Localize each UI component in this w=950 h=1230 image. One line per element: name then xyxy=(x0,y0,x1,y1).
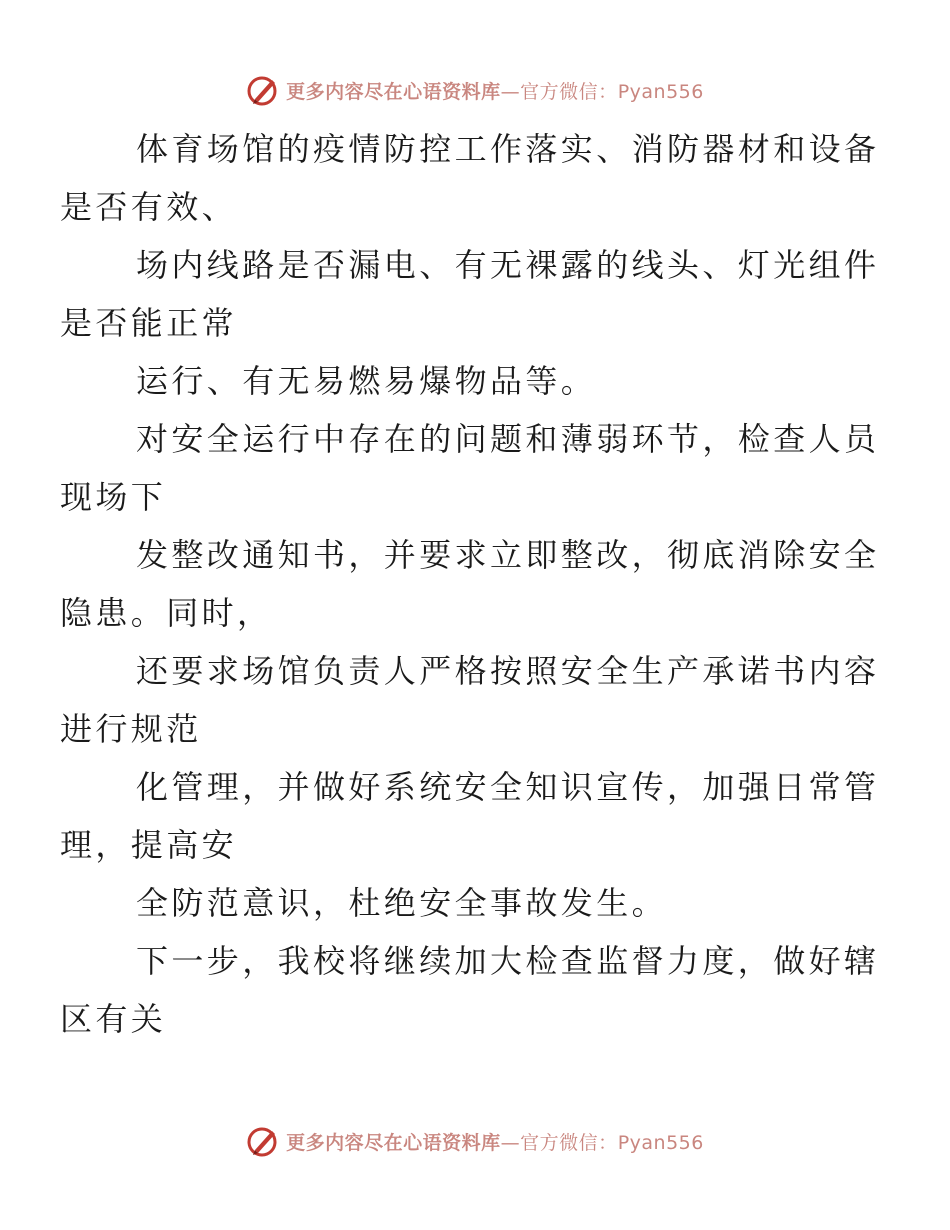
paragraph-line: 理，提高安 xyxy=(60,826,238,864)
paragraph-line: 运行、有无易燃易爆物品等。 xyxy=(136,362,597,400)
paragraph-line: 场内线路是否漏电、有无裸露的线头、灯光组件 xyxy=(136,246,880,284)
paragraph-line: 化管理，并做好系统安全知识宣传，加强日常管 xyxy=(136,768,880,806)
paragraph-line: 区有关 xyxy=(60,1000,167,1038)
watermark-text: 更多内容尽在心语资料库—官方微信：Pyan556 xyxy=(286,80,704,103)
paragraph xyxy=(60,410,880,526)
paragraph xyxy=(60,932,880,1048)
paragraph xyxy=(60,120,880,236)
footer-watermark xyxy=(0,1121,950,1161)
paragraph-line: 发整改通知书，并要求立即整改，彻底消除安全 xyxy=(136,536,880,574)
paragraph-line: 是否有效、 xyxy=(60,188,238,226)
paragraph-line: 下一步，我校将继续加大检查监督力度，做好辖 xyxy=(136,942,880,980)
body-text xyxy=(60,120,880,1048)
paragraph-line: 隐患。同时， xyxy=(60,594,273,632)
pen-logo-icon xyxy=(246,73,280,107)
watermark-text: 更多内容尽在心语资料库—官方微信：Pyan556 xyxy=(286,1131,704,1154)
paragraph xyxy=(98,874,858,932)
paragraph-line: 现场下 xyxy=(60,478,167,516)
paragraph xyxy=(98,352,858,410)
paragraph xyxy=(60,526,880,642)
paragraph xyxy=(60,236,880,352)
paragraph xyxy=(60,642,880,758)
paragraph-line: 体育场馆的疫情防控工作落实、消防器材和设备 xyxy=(136,130,880,168)
paragraph-line: 对安全运行中存在的问题和薄弱环节，检查人员 xyxy=(136,420,880,458)
paragraph-line: 进行规范 xyxy=(60,710,202,748)
paragraph-line: 是否能正常 xyxy=(60,304,238,342)
header-watermark xyxy=(0,70,950,110)
paragraph-line: 全防范意识，杜绝安全事故发生。 xyxy=(136,884,668,922)
pen-logo-icon xyxy=(246,1124,280,1158)
paragraph xyxy=(60,758,880,874)
paragraph-line: 还要求场馆负责人严格按照安全生产承诺书内容 xyxy=(136,652,880,690)
